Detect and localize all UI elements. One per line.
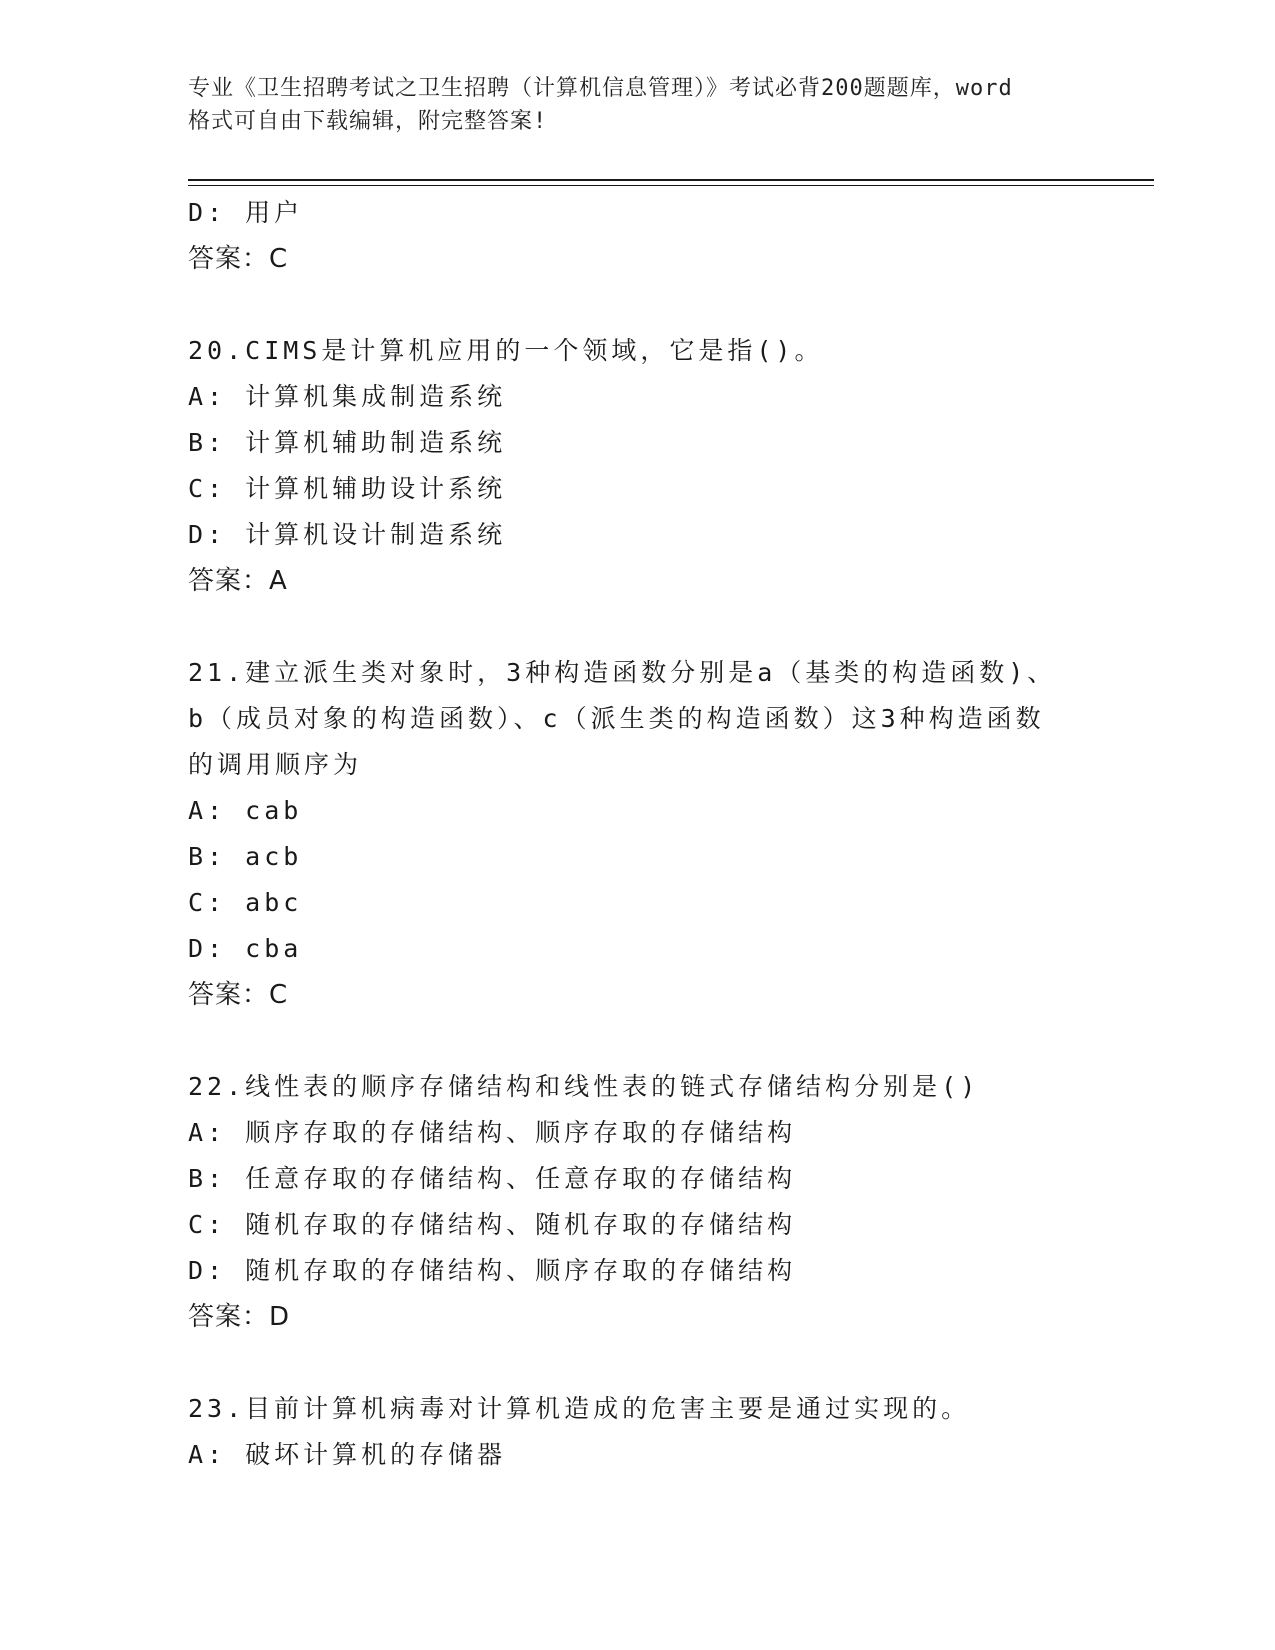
question-23: [188, 1386, 1088, 1478]
option-c: C: abc: [188, 888, 303, 917]
option-a: A: 计算机集成制造系统: [188, 382, 507, 411]
spacer: [188, 282, 1088, 328]
answer-line: 答案：D: [188, 1302, 291, 1332]
option-a: A: cab: [188, 796, 303, 825]
question-20: [188, 328, 1088, 604]
document-header: [188, 72, 1088, 138]
question-text: 21.建立派生类对象时，3种构造函数分别是a（基类的构造函数)、b（成员对象的构造函数）、c（派生类的构造函数）这3种构造函数的调用顺序为: [188, 658, 1057, 779]
question-text: 22.线性表的顺序存储结构和线性表的链式存储结构分别是(): [188, 1072, 980, 1101]
option-d: D: 用户: [188, 198, 304, 227]
spacer: [188, 1018, 1088, 1064]
header-title-line-1: 专业《卫生招聘考试之卫生招聘（计算机信息管理）》考试必背200题题库，word: [188, 76, 1013, 101]
question-list: [188, 190, 1088, 1478]
option-a: A: 破坏计算机的存储器: [188, 1440, 507, 1469]
answer-line: 答案：C: [188, 980, 289, 1010]
question-22: [188, 1064, 1088, 1340]
option-b: B: 计算机辅助制造系统: [188, 428, 507, 457]
option-d: D: 计算机设计制造系统: [188, 520, 507, 549]
answer-line: 答案：A: [188, 566, 288, 596]
option-c: C: 计算机辅助设计系统: [188, 474, 507, 503]
question-text: 20.CIMS是计算机应用的一个领域，它是指()。: [188, 336, 824, 365]
option-c: C: 随机存取的存储结构、随机存取的存储结构: [188, 1210, 797, 1239]
option-b: B: acb: [188, 842, 303, 871]
question-19-tail: [188, 190, 1088, 282]
spacer: [188, 604, 1088, 650]
option-b: B: 任意存取的存储结构、任意存取的存储结构: [188, 1164, 797, 1193]
header-divider-thick: [188, 179, 1154, 181]
answer-line: 答案：C: [188, 244, 289, 274]
option-d: D: cba: [188, 934, 303, 963]
question-21: [188, 650, 1088, 1018]
spacer: [188, 1340, 1088, 1386]
header-divider-thin: [188, 185, 1154, 186]
header-title-line-2: 格式可自由下载编辑，附完整答案!: [188, 109, 548, 134]
question-text: 23.目前计算机病毒对计算机造成的危害主要是通过实现的。: [188, 1394, 971, 1423]
option-a: A: 顺序存取的存储结构、顺序存取的存储结构: [188, 1118, 797, 1147]
option-d: D: 随机存取的存储结构、顺序存取的存储结构: [188, 1256, 797, 1285]
